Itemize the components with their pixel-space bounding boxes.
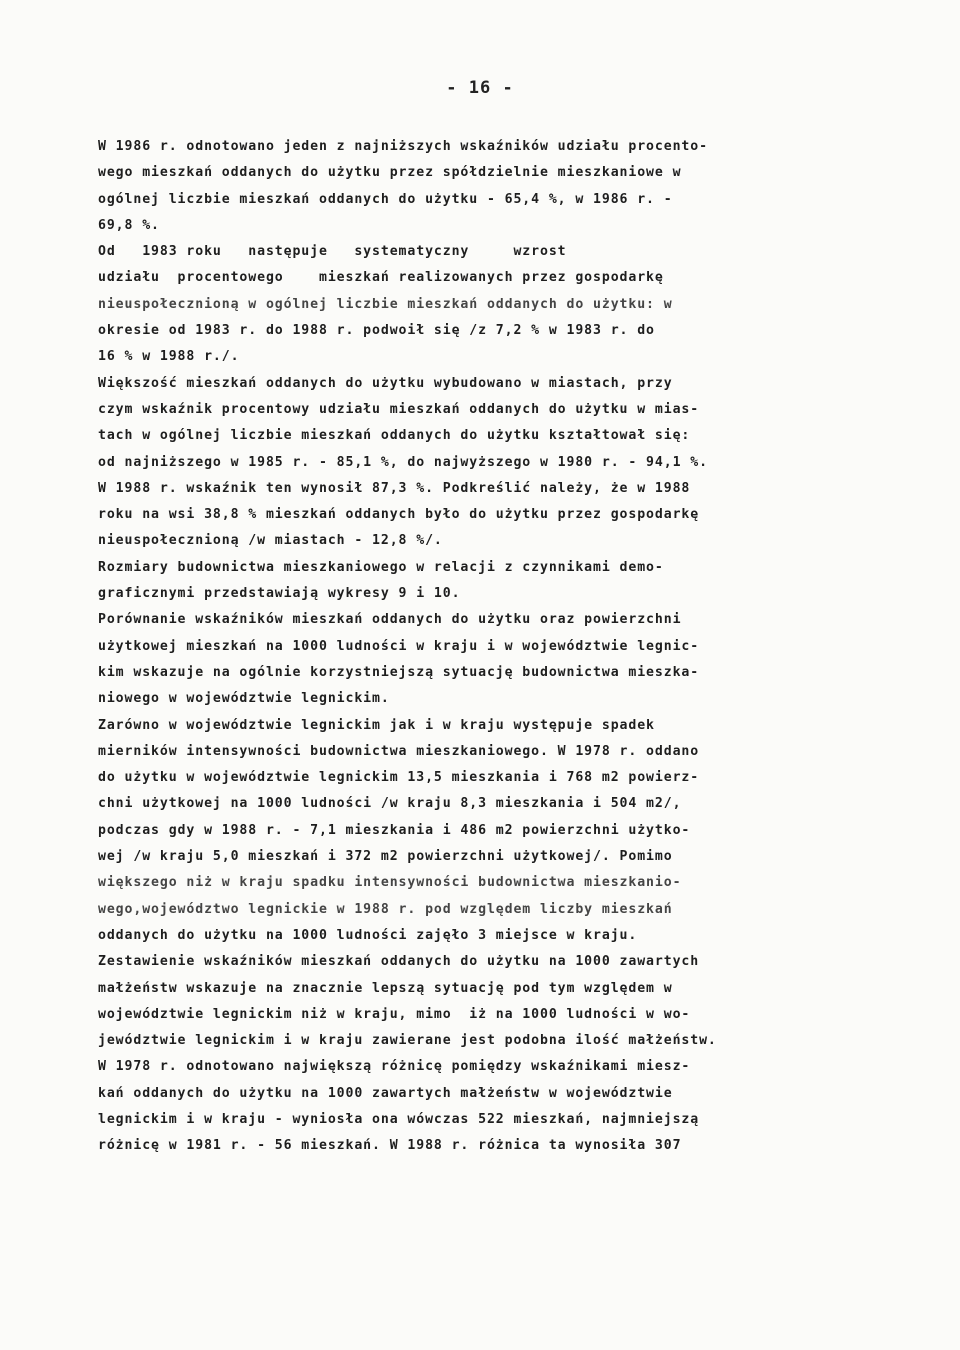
text-line: 16 % w 1988 r./. (98, 349, 240, 365)
text-line: tach w ogólnej liczbie mieszkań oddanych do użytku kształtował się: (98, 428, 691, 444)
text-line: kim wskazuje na ogólnie korzystniejszą sytuację budownictwa mieszka- (98, 664, 700, 680)
text-line: Większość mieszkań oddanych do użytku wybudowano w miastach, przy (98, 375, 673, 391)
text-line: nieuspołecznioną w ogólnej liczbie mieszkań oddanych do użytku: w (98, 296, 673, 312)
text-line: Rozmiary budownictwa mieszkaniowego w relacji z czynnikami demo- (98, 559, 664, 575)
text-line: mierników intensywności budownictwa mieszkaniowego. W 1978 r. oddano (98, 743, 700, 759)
text-line: jewództwie legnickim i w kraju zawierane jest podobna ilość małżeństw. (98, 1033, 717, 1049)
text-line: oddanych do użytku na 1000 ludności zajęło 3 miejsce w kraju. (98, 927, 638, 943)
text-line: podczas gdy w 1988 r. - 7,1 mieszkania i 486 m2 powierzchni użytko- (98, 822, 691, 838)
text-line: Od 1983 roku następuje systematyczny wzrost (98, 244, 567, 260)
text-line: chni użytkowej na 1000 ludności /w kraju 8,3 mieszkania i 504 m2/, (98, 796, 682, 812)
text-line: Zestawienie wskaźników mieszkań oddanych do użytku na 1000 zawartych (98, 954, 700, 970)
text-line: 69,8 %. (98, 217, 160, 233)
text-line: graficznymi przedstawiają wykresy 9 i 10. (98, 586, 461, 602)
text-line: ogólnej liczbie mieszkań oddanych do użytku - 65,4 %, w 1986 r. - (98, 191, 673, 207)
text-line: wego,województwo legnickie w 1988 r. pod względem liczby mieszkań (98, 901, 673, 917)
body-text (98, 134, 938, 1160)
text-line: Porównanie wskaźników mieszkań oddanych do użytku oraz powierzchni (98, 612, 682, 628)
text-line: do użytku w województwie legnickim 13,5 mieszkania i 768 m2 powierz- (98, 770, 700, 786)
text-line: wej /w kraju 5,0 mieszkań i 372 m2 powierzchni użytkowej/. Pomimo (98, 849, 673, 865)
text-line: udziału procentowego mieszkań realizowanych przez gospodarkę (98, 270, 664, 286)
text-line: od najniższego w 1985 r. - 85,1 %, do najwyższego w 1980 r. - 94,1 %. (98, 454, 708, 470)
text-line: małżeństw wskazuje na znacznie lepszą sytuację pod tym względem w (98, 980, 673, 996)
text-line: W 1988 r. wskaźnik ten wynosił 87,3 %. Podkreślić należy, że w 1988 (98, 480, 691, 496)
text-line: Zarówno w województwie legnickim jak i w kraju występuje spadek (98, 717, 655, 733)
text-line: W 1986 r. odnotowano jeden z najniższych wskaźników udziału procento- (98, 139, 708, 154)
text-line: roku na wsi 38,8 % mieszkań oddanych było do użytku przez gospodarkę (98, 507, 700, 523)
text-line: większego niż w kraju spadku intensywności budownictwa mieszkanio- (98, 875, 682, 891)
text-line: W 1978 r. odnotowano największą różnicę pomiędzy wskaźnikami miesz- (98, 1059, 691, 1075)
text-line: województwie legnickim niż w kraju, mimo iż na 1000 ludności w wo- (98, 1006, 691, 1022)
page-number: - 16 - (446, 78, 514, 98)
text-line: kań oddanych do użytku na 1000 zawartych małżeństw w województwie (98, 1085, 673, 1101)
text-line: nieuspołecznioną /w miastach - 12,8 %/. (98, 533, 443, 549)
text-line: czym wskaźnik procentowy udziału mieszkań oddanych do użytku w mias- (98, 401, 700, 417)
text-line: różnicę w 1981 r. - 56 mieszkań. W 1988 r. różnica ta wynosiła 307 (98, 1138, 682, 1154)
text-line: użytkowej mieszkań na 1000 ludności w kraju i w województwie legnic- (98, 638, 700, 654)
text-line: wego mieszkań oddanych do użytku przez spółdzielnie mieszkaniowe w (98, 165, 682, 181)
text-line: okresie od 1983 r. do 1988 r. podwoił się /z 7,2 % w 1983 r. do (98, 323, 655, 339)
text-line: legnickim i w kraju - wyniosła ona wówczas 522 mieszkań, najmniejszą (98, 1111, 700, 1127)
text-line: niowego w województwie legnickim. (98, 691, 390, 707)
